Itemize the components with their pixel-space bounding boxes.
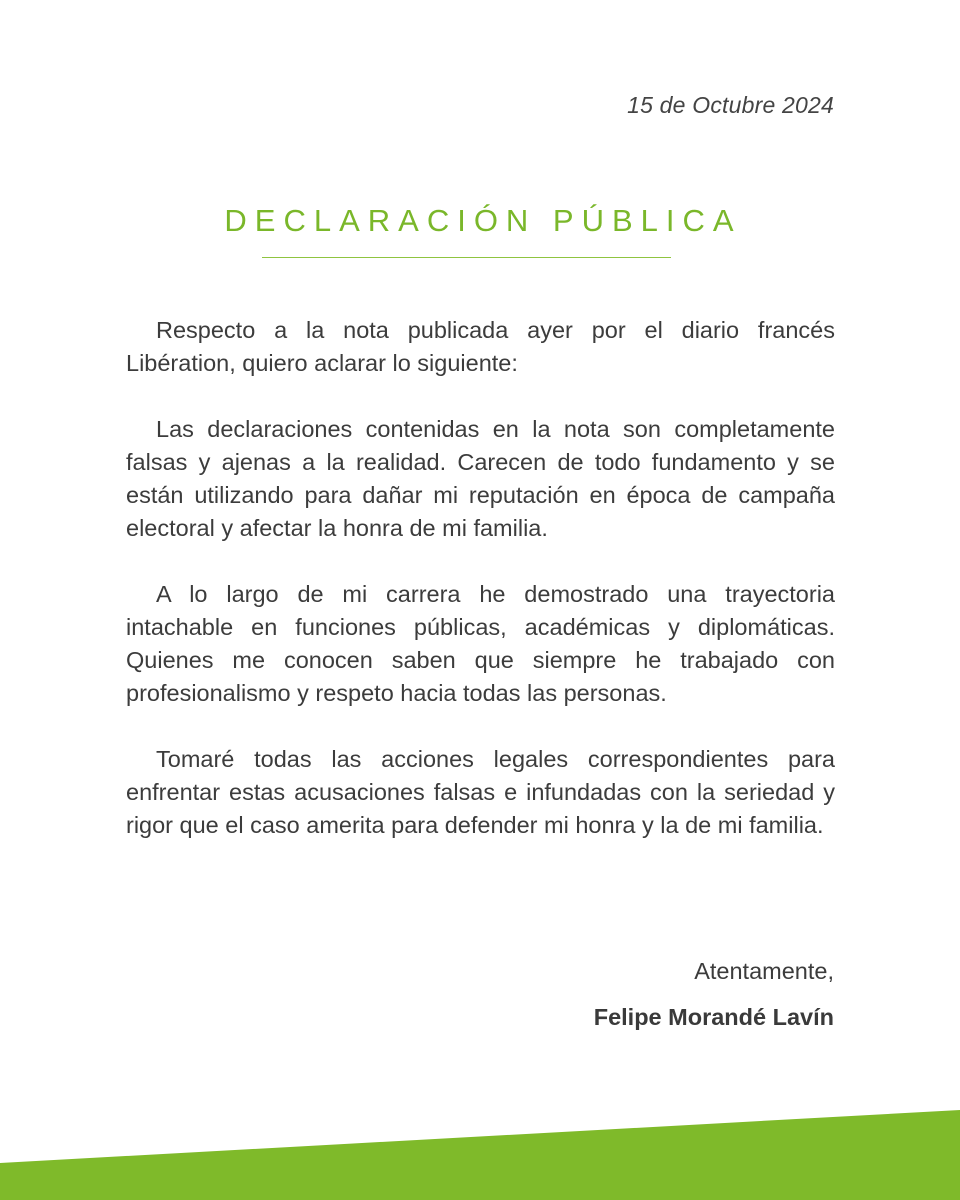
title-underline: [262, 257, 671, 258]
paragraph-denial: Las declaraciones contenidas en la nota son completamente falsas y ajenas a la realidad. Carecen de todo fundamento y se están utilizando para dañar mi reputación en época de campaña electoral y afectar la honra de mi familia.: [126, 416, 835, 541]
closing-salutation: Atentamente,: [694, 958, 834, 984]
paragraph-legal-action: Tomaré todas las acciones legales correspondientes para enfrentar estas acusaciones falsas e infundadas con la seriedad y rigor que el caso amerita para defender mi honra y la de mi familia.: [126, 746, 835, 838]
document-title: DECLARACIÓN PÚBLICA: [224, 203, 742, 238]
document-date: 15 de Octubre 2024: [627, 92, 834, 118]
signature-name: Felipe Morandé Lavín: [593, 1004, 834, 1030]
statement-body: [126, 314, 835, 875]
footer-band-shape: [0, 1110, 960, 1200]
paragraph-career: A lo largo de mi carrera he demostrado una trayectoria intachable en funciones públicas, académicas y diplomáticas. Quienes me conocen saben que siempre he trabajado con profesionalismo y respeto hacia todas las personas.: [126, 581, 835, 706]
paragraph-intro: Respecto a la nota publicada ayer por el diario francés Libération, quiero aclarar lo siguiente:: [126, 317, 835, 376]
